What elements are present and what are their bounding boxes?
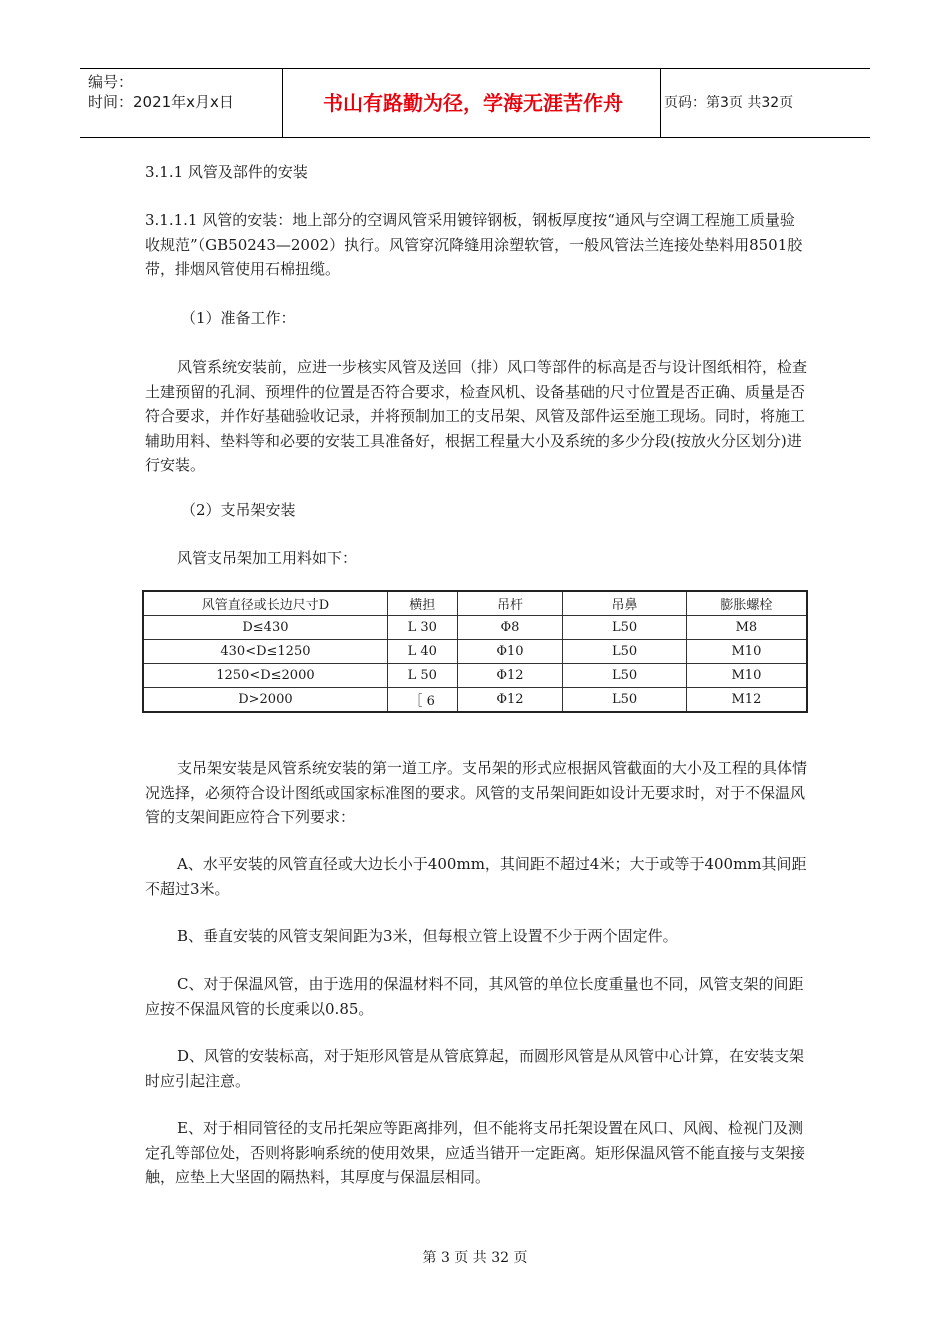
requirement-item-c: C、对于保温风管，由于选用的保温材料不同，其风管的单位长度重量也不同，风管支架的间距应按不保温风管的长度乘以0.85。	[145, 975, 804, 1018]
document-date: 时间：2021年x月x日	[88, 93, 234, 111]
table-cell: M8	[686, 616, 807, 640]
table-cell: 430<D≤1250	[143, 640, 387, 664]
table-cell: D≤430	[143, 616, 387, 640]
table-cell: 1250<D≤2000	[143, 664, 387, 688]
table-cell: Φ10	[457, 640, 563, 664]
table-header-cell: 横担	[387, 591, 457, 616]
requirement-item-a: A、水平安装的风管直径或大边长小于400mm，其间距不超过4米；大于或等于400mm其间距不超过3米。	[145, 855, 807, 898]
table-cell: L 50	[387, 664, 457, 688]
table-header-cell: 膨胀螺栓	[686, 591, 807, 616]
table-header-cell: 风管直径或长边尺寸D	[143, 591, 387, 616]
heading-preparation: （1）准备工作：	[181, 309, 296, 327]
requirement-item-e: E、对于相同管径的支吊托架应等距离排列，但不能将支吊托架设置在风口、风阀、检视门及测定孔等部位处，否则将影响系统的使用效果，应适当错开一定距离。矩形保温风管不能直接与支架接触，应垫上大坚固的隔热料，其厚度与保温层相同。	[145, 1119, 806, 1186]
table-header-cell: 吊鼻	[563, 591, 687, 616]
table-row	[143, 640, 807, 664]
table-cell: M12	[686, 688, 807, 713]
header-page-info: 页码：第3页 共32页	[664, 95, 794, 111]
page-footer: 第 3 页 共 32 页	[422, 1250, 528, 1266]
table-cell: Φ8	[457, 616, 563, 640]
paragraph-preparation: 风管系统安装前，应进一步核实风管及送回（排）风口等部件的标高是否与设计图纸相符，检查土建预留的孔洞、预埋件的位置是否符合要求，检查风机、设备基础的尺寸位置是否正确、质量是否符合要求，并作好基础验收记录，并将预制加工的支吊架、风管及部件运至施工现场。同时，将施工辅助用料、垫料等和必要的安装工具准备好，根据工程量大小及系统的多少分段(按放火分区划分)进行安装。	[145, 358, 808, 474]
support-material-table	[142, 590, 808, 713]
table-cell: L50	[563, 688, 687, 713]
table-cell: ［ 6	[387, 688, 457, 713]
table-cell: L50	[563, 616, 687, 640]
table-cell: M10	[686, 664, 807, 688]
table-cell: M10	[686, 640, 807, 664]
document-number-label: 编号：	[88, 73, 134, 91]
table-header-cell: 吊杆	[457, 591, 563, 616]
header-motto: 书山有路勤为径，学海无涯苦作舟	[323, 91, 623, 115]
header-divider	[660, 69, 661, 137]
header-meta	[88, 69, 284, 137]
paragraph-duct-installation: 3.1.1.1 风管的安装：地上部分的空调风管采用镀锌钢板，钢板厚度按“通风与空调工程施工质量验收规范”（GB50243—2002）执行。风管穿沉降缝用涂塑软管，一般风管法兰连接处垫料用8501胶带，排烟风管使用石棉扭缆。	[145, 211, 803, 278]
table-cell: L 30	[387, 616, 457, 640]
table-cell: Φ12	[457, 688, 563, 713]
table-header-row	[143, 591, 807, 616]
header-divider	[282, 69, 283, 137]
page-header	[80, 68, 870, 138]
table-cell: L 40	[387, 640, 457, 664]
heading-support-install: （2）支吊架安装	[181, 501, 296, 519]
table-row	[143, 688, 807, 713]
table-cell: Φ12	[457, 664, 563, 688]
section-title: 3.1.1 风管及部件的安装	[145, 163, 308, 181]
table-cell: D>2000	[143, 688, 387, 713]
table-cell: L50	[563, 640, 687, 664]
paragraph-table-intro: 风管支吊架加工用料如下：	[177, 549, 358, 567]
requirement-item-b: B、垂直安装的风管支架间距为3米，但每根立管上设置不少于两个固定件。	[177, 927, 678, 945]
table-row	[143, 664, 807, 688]
table-row	[143, 616, 807, 640]
paragraph-support-requirements: 支吊架安装是风管系统安装的第一道工序。支吊架的形式应根据风管截面的大小及工程的具体情况选择，必须符合设计图纸或国家标准图的要求。风管的支吊架间距如设计无要求时，对于不保温风管的支架间距应符合下列要求：	[145, 759, 808, 826]
table-cell: L50	[563, 664, 687, 688]
requirement-item-d: D、风管的安装标高，对于矩形风管是从管底算起，而圆形风管是从风管中心计算，在安装支架时应引起注意。	[145, 1047, 805, 1090]
